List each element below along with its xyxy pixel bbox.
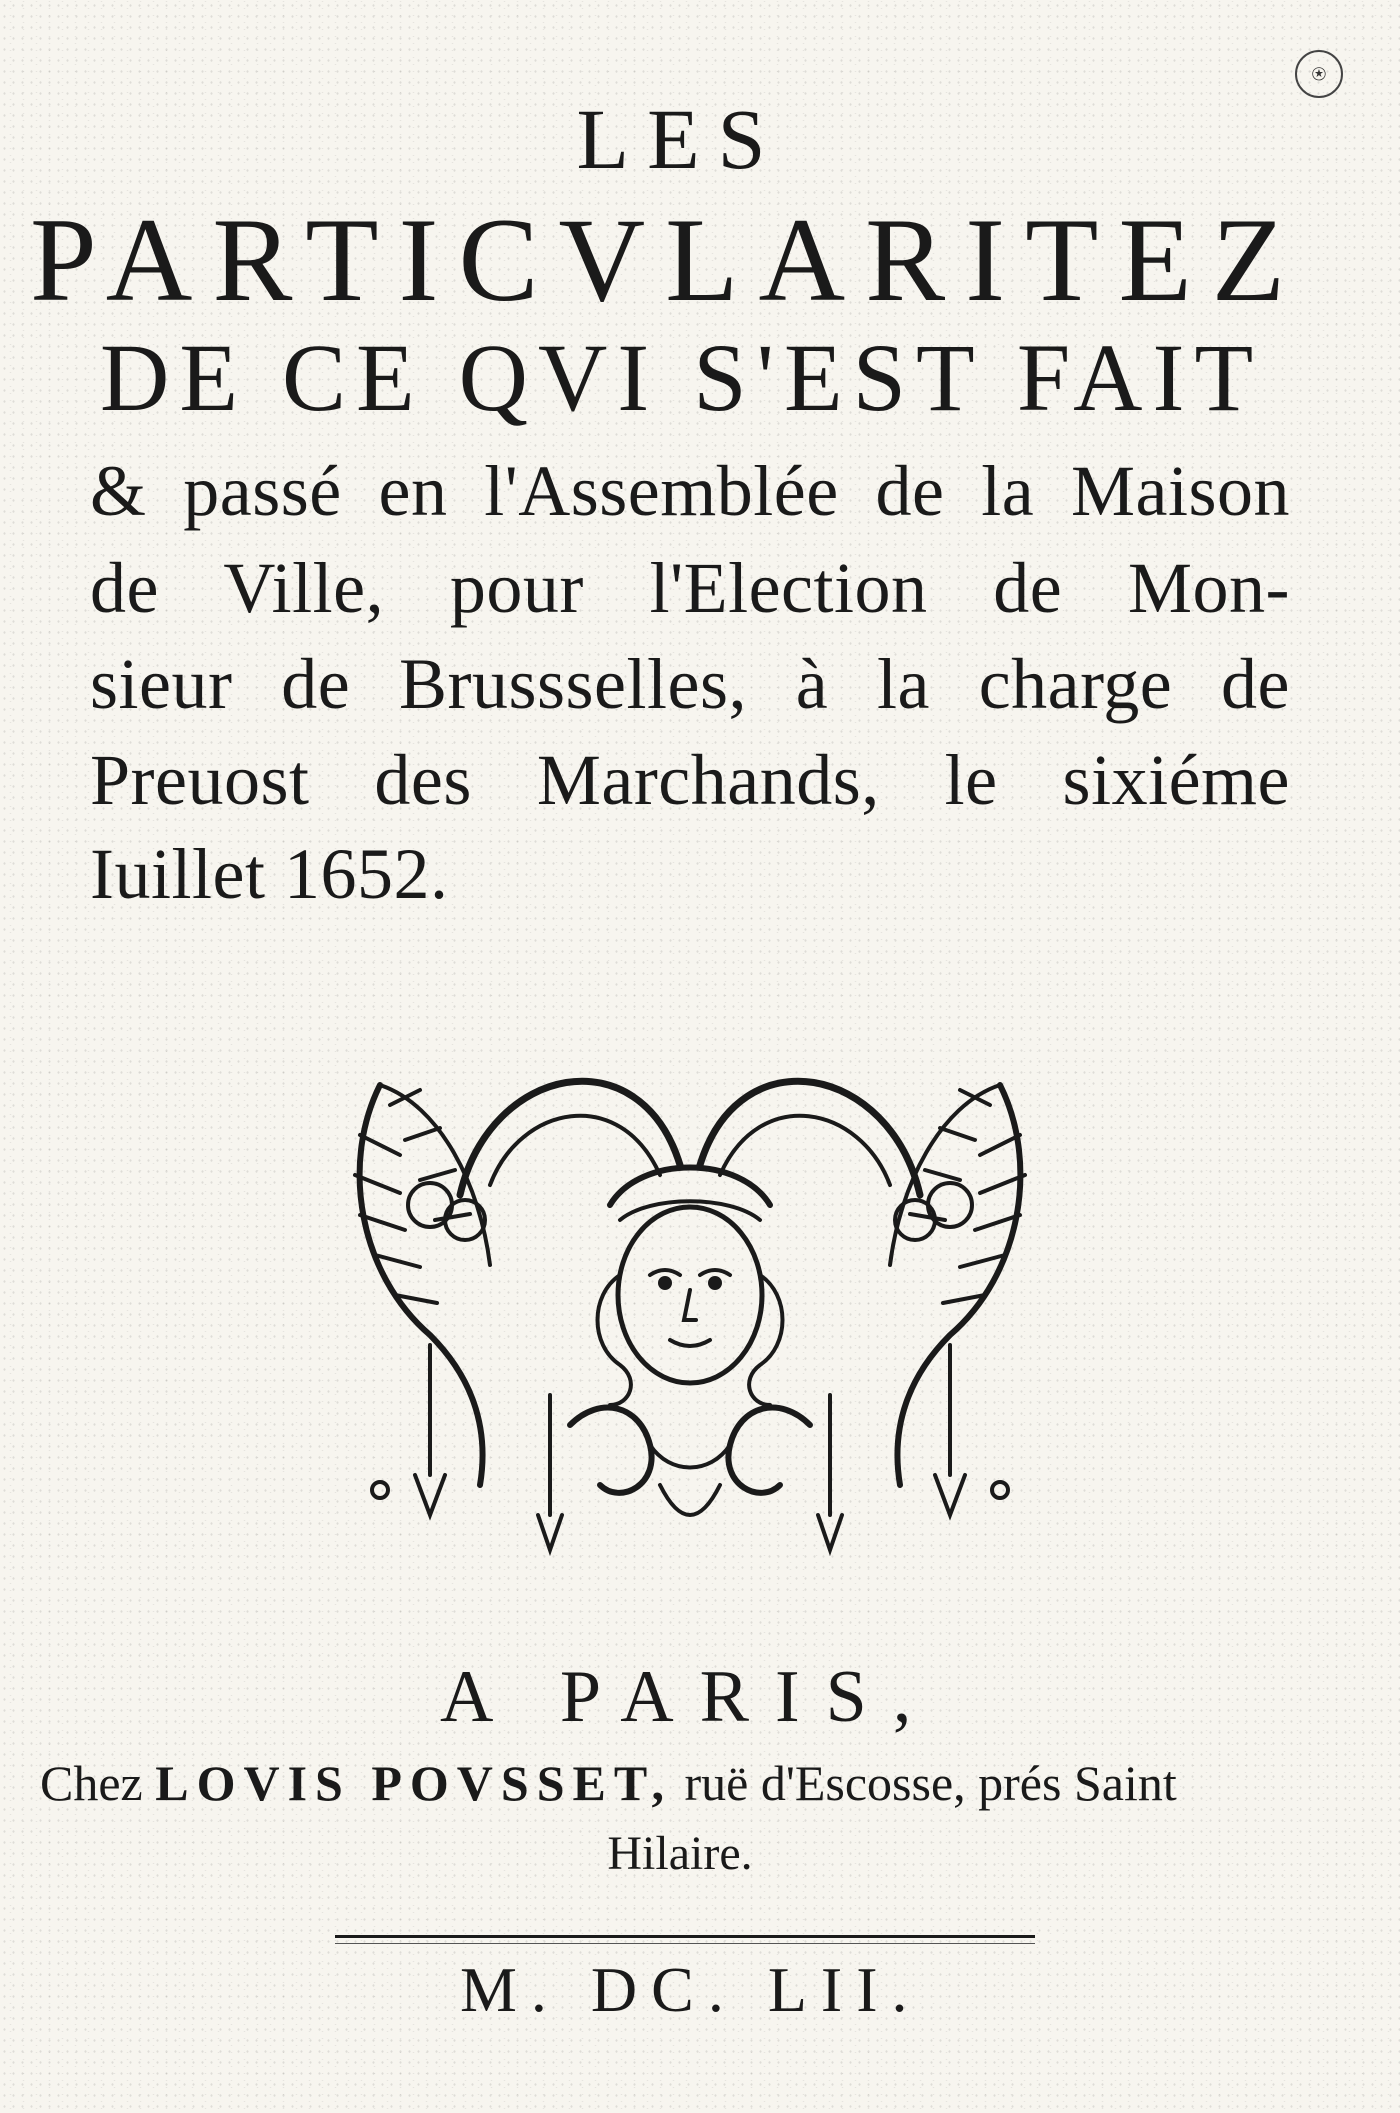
title-body-line: Preuost des Marchands, le sixiéme [90,740,1290,820]
imprint-prefix: Chez [40,1755,143,1811]
title-body-line: Iuillet 1652. [90,834,449,914]
mascaron-vignette-icon [320,1045,1060,1575]
imprint-address-continued: Hilaire. [607,1827,753,1880]
title-main: PARTICVLARITEZ [30,193,1306,326]
title-body-line: de Ville, pour l'Election de Mon- [90,548,1290,628]
title-subtitle: DE CE QVI S'EST FAIT [100,324,1264,431]
title-body-line: sieur de Brussselles, à la charge de [90,644,1290,724]
title-les: LES [576,91,784,187]
imprint-printer: LOVIS POVSSET, [155,1755,672,1811]
title-body-line: & passé en l'Assemblée de la Maison [90,451,1290,531]
imprint-printer-line [40,1755,1320,1811]
imprint-place: A PARIS, [440,1656,938,1738]
divider [335,1943,1035,1944]
imprint-date: M. DC. LII. [460,1954,922,2025]
imprint-address: ruë d'Escosse, prés Saint [684,1755,1177,1811]
divider [335,1935,1035,1938]
library-stamp: ⍟ [1295,50,1343,98]
